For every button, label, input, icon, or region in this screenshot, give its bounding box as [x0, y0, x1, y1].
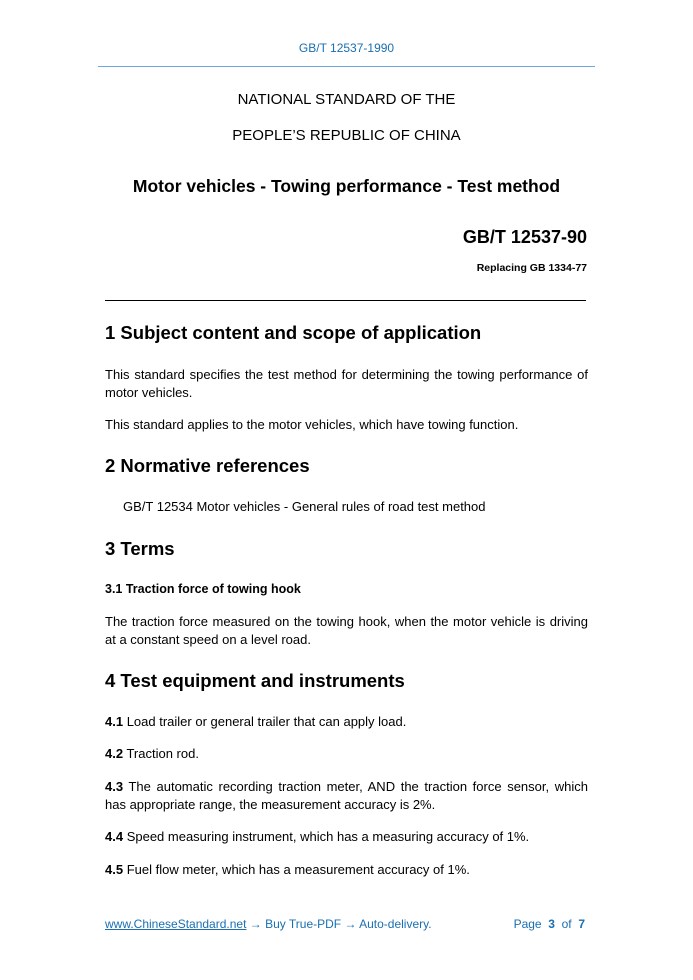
- section-3-heading: 3 Terms: [105, 538, 175, 559]
- footer-promo: [105, 917, 432, 931]
- footer-promo-text: → Buy True-PDF → Auto-delivery.: [246, 917, 432, 931]
- of-label: of: [561, 917, 572, 931]
- clause-number: 4.1: [105, 714, 124, 729]
- clause-number: 4.4: [105, 829, 124, 844]
- section-1-paragraph-1: This standard specifies the test method for determining the towing performance of motor vehicles.: [105, 367, 588, 400]
- clause-number: 4.3: [105, 779, 124, 794]
- page-total: 7: [578, 917, 585, 931]
- section-4-heading: 4 Test equipment and instruments: [105, 670, 405, 691]
- clause-text: Fuel flow meter, which has a measurement accuracy of 1%.: [123, 862, 470, 877]
- replacing-note: Replacing GB 1334-77: [476, 262, 587, 274]
- page-label: Page: [513, 917, 542, 931]
- clause-3-1-paragraph: The traction force measured on the towing hook, when the motor vehicle is driving at a constant speed on a level road.: [105, 614, 588, 647]
- clause-4-4: [105, 828, 588, 846]
- site-link[interactable]: www.ChineseStandard.net: [105, 917, 247, 931]
- section-1-paragraph-2: This standard applies to the motor vehicles, which have towing function.: [105, 417, 519, 432]
- clause-4-2: [105, 745, 588, 763]
- page-indicator: [514, 917, 585, 931]
- clause-text: Speed measuring instrument, which has a measuring accuracy of 1%.: [123, 829, 530, 844]
- clause-number: 4.5: [105, 862, 124, 877]
- clause-text: Traction rod.: [123, 746, 199, 761]
- standard-code: GB/T 12537-90: [462, 227, 587, 247]
- section-1-heading: 1 Subject content and scope of application: [105, 322, 482, 343]
- standard-line-1: NATIONAL STANDARD OF THE: [237, 91, 456, 108]
- clause-number: 4.2: [105, 746, 124, 761]
- running-header: GB/T 12537-1990: [298, 41, 395, 55]
- header-rule: [98, 66, 595, 67]
- clause-3-1-heading: 3.1 Traction force of towing hook: [105, 582, 301, 596]
- section-2-heading: 2 Normative references: [105, 455, 310, 476]
- reference-item: GB/T 12534 Motor vehicles - General rules of road test method: [123, 499, 486, 514]
- page-number: 3: [548, 917, 555, 931]
- clause-4-3: [105, 778, 588, 814]
- clause-text: The automatic recording traction meter, AND the traction force sensor, which has appropriate range, the measurement accuracy is 2%.: [105, 779, 588, 812]
- clause-4-1: [105, 713, 588, 731]
- title-divider: [105, 300, 586, 301]
- clause-text: Load trailer or general trailer that can apply load.: [123, 714, 407, 729]
- document-title: Motor vehicles - Towing performance - Test method: [132, 176, 561, 196]
- standard-line-2: PEOPLE’S REPUBLIC OF CHINA: [232, 127, 461, 144]
- clause-4-5: [105, 861, 588, 879]
